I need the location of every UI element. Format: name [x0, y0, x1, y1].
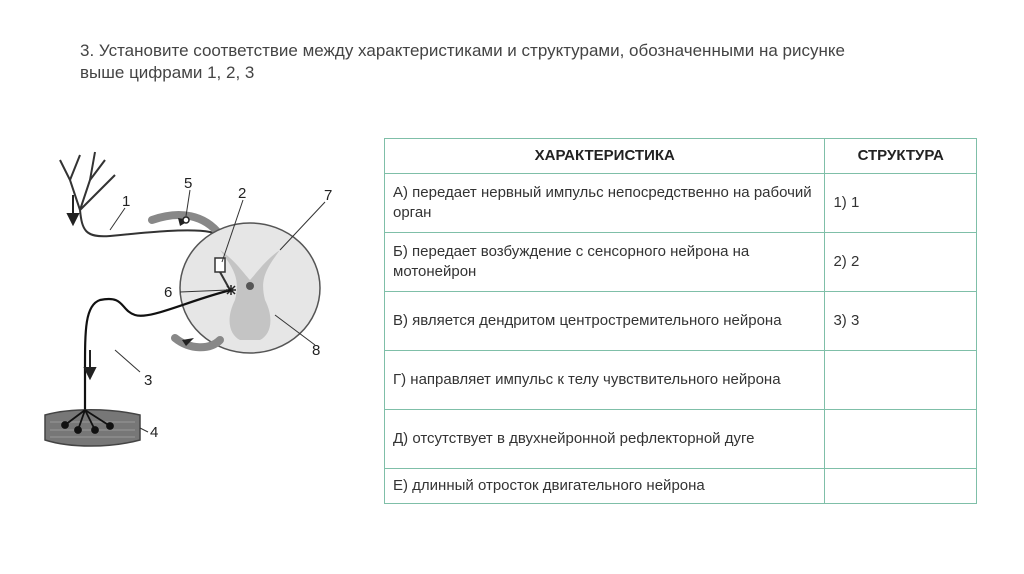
row-characteristic: А) передает нервный импульс непосредственно на рабочий орган: [385, 174, 825, 233]
row-structure: [825, 410, 977, 469]
task-title: [80, 40, 980, 84]
row-structure: [825, 469, 977, 504]
diagram-label-6: 6: [164, 284, 173, 301]
header-characteristic: ХАРАКТЕРИСТИКА: [385, 139, 825, 174]
diagram-label-5: 5: [184, 175, 193, 192]
table-row: [385, 233, 977, 292]
table-row: [385, 292, 977, 351]
row-structure: 1) 1: [825, 174, 977, 233]
diagram-label-4: 4: [150, 424, 159, 441]
table-header-row: [385, 139, 977, 174]
diagram-label-1: 1: [122, 193, 131, 210]
ganglion-icon: [183, 217, 189, 223]
arrow-down-icon-bottom: [85, 350, 95, 378]
table-row: [385, 351, 977, 410]
reflex-arc-svg: [40, 140, 370, 460]
row-characteristic: Г) направляет импульс к телу чувствительного нейрона: [385, 351, 825, 410]
row-characteristic: Д) отсутствует в двухнейронной рефлекторной дуге: [385, 410, 825, 469]
header-structure: СТРУКТУРА: [825, 139, 977, 174]
receptor-branches: [60, 152, 115, 210]
row-structure: 3) 3: [825, 292, 977, 351]
table-row: [385, 174, 977, 233]
matching-table: [384, 138, 977, 504]
interneuron-body: [215, 258, 225, 272]
table-row: [385, 410, 977, 469]
central-canal: [246, 282, 254, 290]
diagram-label-8: 8: [312, 342, 321, 359]
row-characteristic: Е) длинный отросток двигательного нейрона: [385, 469, 825, 504]
row-structure: 2) 2: [825, 233, 977, 292]
row-structure: [825, 351, 977, 410]
reflex-arc-diagram: [40, 140, 370, 460]
task-title-line-1: 3. Установите соответствие между характеристиками и структурами, обозначенными на рисунке: [80, 41, 845, 60]
diagram-label-3: 3: [144, 372, 153, 389]
diagram-label-7: 7: [324, 187, 333, 204]
row-characteristic: Б) передает возбуждение с сенсорного нейрона на мотонейрон: [385, 233, 825, 292]
table-row: [385, 469, 977, 504]
diagram-label-2: 2: [238, 185, 247, 202]
row-characteristic: В) является дендритом центростремительного нейрона: [385, 292, 825, 351]
task-title-line-2: выше цифрами 1, 2, 3: [80, 63, 255, 82]
